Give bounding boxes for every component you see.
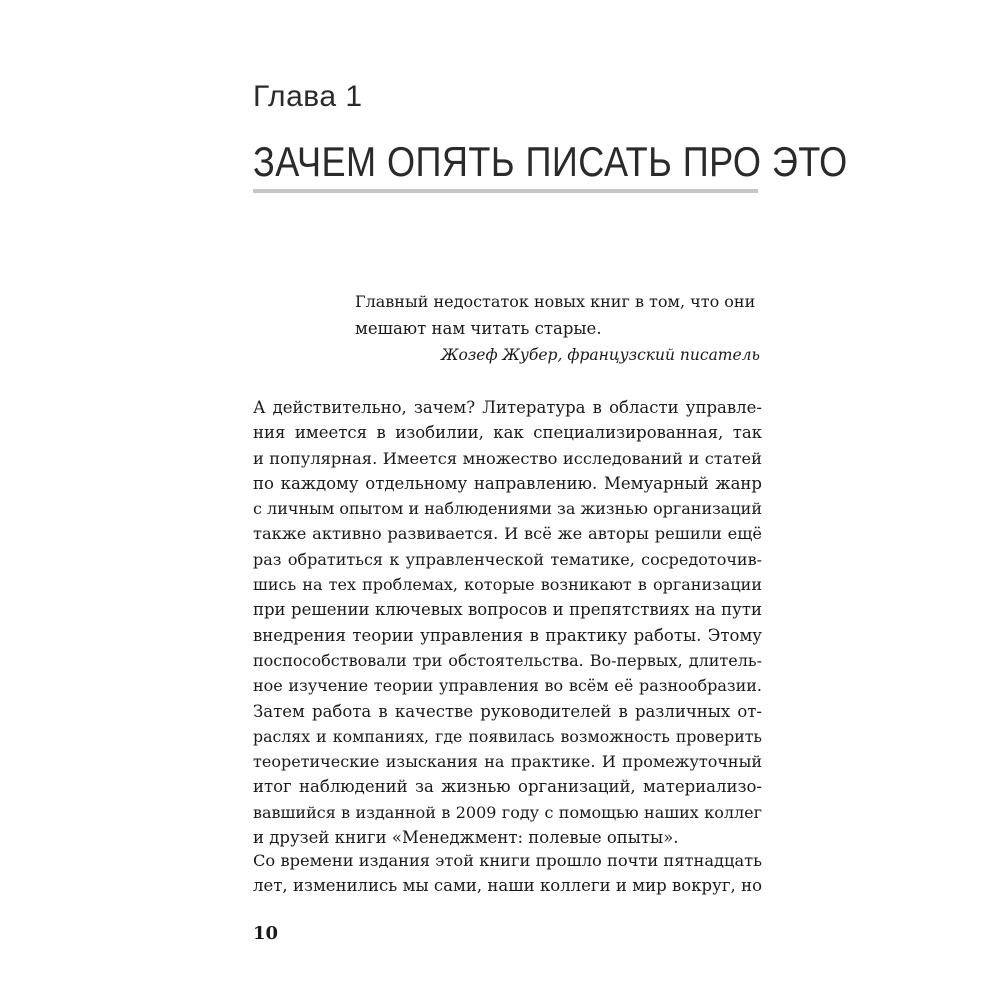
body-paragraph bbox=[253, 395, 762, 850]
text-line: лет, изменились мы сами, наши коллеги и мир вокруг, но bbox=[253, 876, 762, 896]
text-line: и популярная. Имеется множество исследований и статей bbox=[253, 448, 762, 468]
text-line: также активно развивается. И всё же авторы решили ещё bbox=[253, 524, 762, 544]
chapter-label: Глава 1 bbox=[253, 80, 363, 113]
text-line: теоретические изыскания на практике. И промежуточный bbox=[253, 752, 762, 772]
text-line: раслях и компаниях, где появилась возможность проверить bbox=[253, 726, 762, 746]
text-line: внедрения теории управления в практику работы. Этому bbox=[253, 625, 762, 645]
title-divider bbox=[253, 189, 758, 193]
chapter-title: ЗАЧЕМ ОПЯТЬ ПИСАТЬ ПРО ЭТО bbox=[253, 138, 848, 185]
epigraph-line: мешают нам читать старые. bbox=[355, 319, 602, 338]
text-line: поспособствовали три обстоятельства. Во-первых, длитель- bbox=[253, 650, 762, 670]
epigraph-line: Главный недостаток новых книг в том, что они bbox=[355, 292, 756, 311]
epigraph-author: Жозеф Жубер, французский писатель bbox=[441, 346, 760, 364]
text-line: шись на тех проблемах, которые возникают в организации bbox=[253, 575, 762, 595]
text-line: Со времени издания этой книги прошло почти пятнадцать bbox=[253, 851, 762, 870]
text-line: ния имеется в изобилии, как специализированная, так bbox=[253, 423, 762, 443]
text-line: А действительно, зачем? Литература в области управле- bbox=[253, 398, 762, 417]
text-line: вавшийся в изданной в 2009 году с помощью наших коллег bbox=[253, 802, 762, 822]
text-line: при решении ключевых вопросов и препятствиях на пути bbox=[253, 600, 762, 620]
page-number: 10 bbox=[253, 923, 279, 944]
epigraph-quote bbox=[355, 288, 760, 342]
body-paragraph bbox=[253, 848, 762, 899]
text-line: раз обратиться к управленческой тематике, сосредоточив- bbox=[253, 549, 762, 569]
text-line: по каждому отдельному направлению. Мемуарный жанр bbox=[253, 473, 762, 493]
text-line: и друзей книги «Менеджмент: полевые опыты». bbox=[253, 828, 679, 848]
text-line: ное изучение теории управления во всём её разнообразии. bbox=[253, 676, 762, 696]
text-line: с личным опытом и наблюдениями за жизнью организаций bbox=[253, 499, 762, 519]
text-line: Затем работа в качестве руководителей в различных от- bbox=[253, 701, 762, 721]
text-line: итог наблюдений за жизнью организаций, материализо- bbox=[253, 777, 762, 797]
